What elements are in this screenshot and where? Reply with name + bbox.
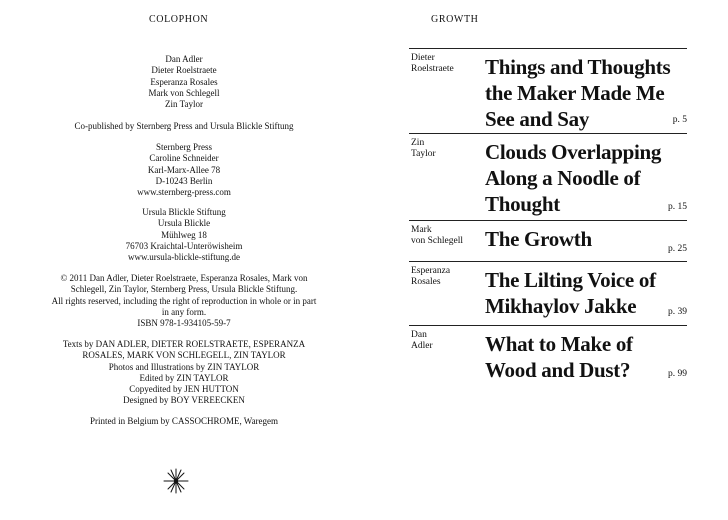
- title-line: What to Make of: [485, 332, 633, 356]
- address-line: Ursula Blickle: [157, 218, 211, 229]
- authors-block: [44, 54, 324, 110]
- contents-page: [364, 0, 728, 520]
- star-ornament-icon: [163, 468, 189, 494]
- printed-line: [44, 416, 324, 427]
- author-first: Esperanza: [411, 266, 451, 276]
- title-line: Along a Noodle of: [485, 166, 641, 190]
- credit-line: Edited by ZIN TAYLOR: [139, 372, 229, 383]
- author-last: Roelstraete: [411, 64, 454, 74]
- toc-author: [411, 53, 483, 75]
- author-first: Mark: [411, 225, 432, 235]
- toc-author: [411, 138, 483, 160]
- address-line: Caroline Schneider: [149, 153, 219, 164]
- address-line: Karl-Marx-Allee 78: [147, 164, 221, 175]
- rights-line: Schlegell, Zin Taylor, Sternberg Press, Ursula Blickle Stiftung.: [70, 284, 298, 295]
- title-line: Thought: [485, 192, 560, 216]
- rights-block: [44, 273, 324, 329]
- address-line: www.ursula-blickle-stiftung.de: [128, 252, 240, 263]
- toc-author: [411, 330, 483, 352]
- author-last: Rosales: [411, 277, 441, 287]
- author-first: Dan: [411, 330, 427, 340]
- toc-author: [411, 266, 483, 288]
- colophon-running-head: COLOPHON: [149, 14, 209, 25]
- toc-page-number: p. 5: [672, 115, 687, 125]
- table-of-contents: [409, 48, 687, 390]
- toc-page-number: p. 99: [668, 369, 687, 379]
- toc-author: [411, 225, 483, 247]
- author-last: Taylor: [411, 149, 436, 159]
- author-line: Zin Taylor: [165, 99, 203, 110]
- toc-entry[interactable]: [409, 325, 687, 390]
- title-line: Wood and Dust?: [485, 358, 631, 382]
- toc-title: [485, 331, 690, 383]
- toc-title: [485, 139, 690, 217]
- title-line: See and Say: [485, 107, 590, 131]
- author-line: Dan Adler: [165, 54, 203, 64]
- rights-line: in any form.: [161, 306, 207, 317]
- credit-line: ROSALES, MARK VON SCHLEGELL, ZIN TAYLOR: [82, 350, 286, 361]
- copublished-text: Co-published by Sternberg Press and Ursula Blickle Stiftung: [74, 121, 294, 131]
- toc-entry[interactable]: [409, 48, 687, 133]
- address-line: 76703 Kraichtal-Unteröwisheim: [125, 240, 243, 251]
- credit-line: Photos and Illustrations by ZIN TAYLOR: [108, 361, 260, 372]
- toc-title: [485, 267, 690, 319]
- isbn-line: ISBN 978-1-934105-59-7: [137, 318, 231, 329]
- credit-line: Texts by DAN ADLER, DIETER ROELSTRAETE, ESPERANZA: [62, 339, 306, 349]
- toc-page-number: p. 39: [668, 307, 687, 317]
- rights-line: © 2011 Dan Adler, Dieter Roelstraete, Esperanza Rosales, Mark von: [60, 273, 308, 283]
- address-line: Sternberg Press: [155, 142, 213, 152]
- copublished-line: [44, 121, 324, 132]
- author-line: Dieter Roelstraete: [151, 65, 217, 76]
- address-line: Ursula Blickle Stiftung: [142, 207, 226, 217]
- toc-title: [485, 226, 690, 252]
- rights-line: All rights reserved, including the right of reproduction in whole or in part: [51, 295, 317, 306]
- toc-entry[interactable]: [409, 261, 687, 325]
- credit-line: Copyedited by JEN HUTTON: [129, 384, 239, 395]
- toc-page-number: p. 25: [668, 244, 687, 254]
- author-line: Mark von Schlegell: [148, 87, 220, 98]
- title-line: The Growth: [485, 227, 592, 251]
- author-first: Dieter: [411, 53, 435, 63]
- credit-line: Designed by BOY VEREECKEN: [123, 395, 245, 406]
- author-last: von Schlegell: [411, 236, 463, 246]
- address-line: Mühlweg 18: [161, 229, 207, 240]
- credits-block: [44, 339, 324, 407]
- author-first: Zin: [411, 138, 425, 148]
- contents-running-head: GROWTH: [431, 14, 479, 25]
- title-line: Mikhaylov Jakke: [485, 294, 637, 318]
- title-line: Things and Thoughts: [485, 55, 671, 79]
- toc-entry[interactable]: [409, 220, 687, 261]
- sternberg-address: [44, 142, 324, 198]
- blickle-address: [44, 207, 324, 263]
- address-line: D-10243 Berlin: [155, 175, 213, 186]
- toc-entry[interactable]: [409, 133, 687, 220]
- author-line: Esperanza Rosales: [150, 76, 218, 87]
- title-line: The Lilting Voice of: [485, 268, 656, 292]
- author-last: Adler: [411, 341, 433, 351]
- title-line: the Maker Made Me: [485, 81, 665, 105]
- title-line: Clouds Overlapping: [485, 140, 662, 164]
- toc-title: [485, 54, 690, 132]
- printed-text: Printed in Belgium by CASSOCHROME, Waregem: [89, 416, 279, 426]
- toc-page-number: p. 15: [668, 202, 687, 212]
- address-line: www.sternberg-press.com: [137, 187, 231, 198]
